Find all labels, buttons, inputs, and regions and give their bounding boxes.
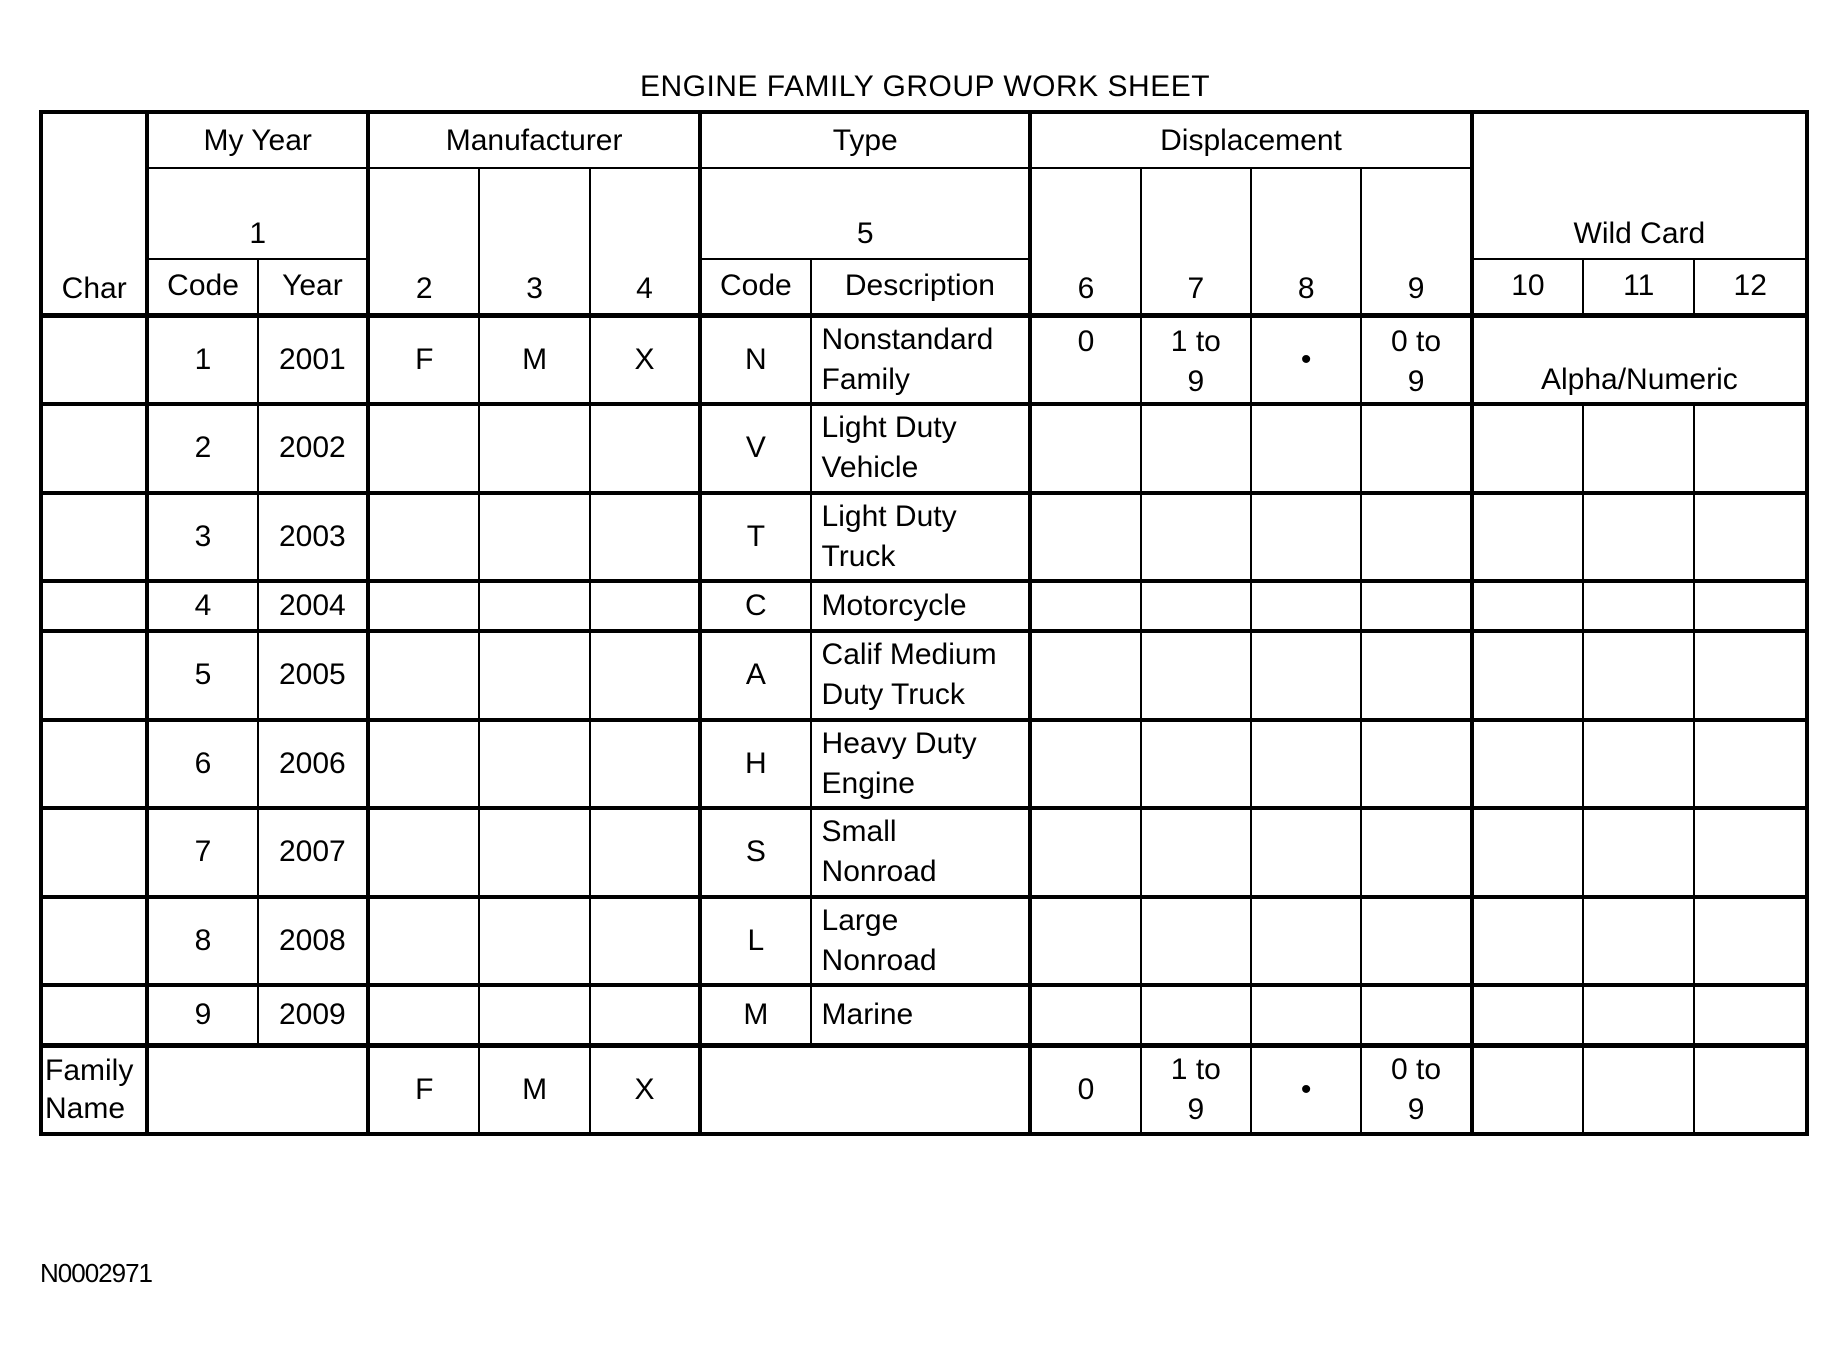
displacement-7-cell [1141,493,1251,581]
type-code-cell: A [700,631,810,719]
char-cell [41,720,147,808]
type-code-cell: H [700,720,810,808]
type-code-cell: C [700,581,810,631]
table-row [41,581,1807,631]
worksheet-title: ENGINE FAMILY GROUP WORK SHEET [639,70,1211,103]
manufacturer-2-cell [368,897,479,985]
description-cell [811,985,1031,1045]
group-header-row [41,112,1807,168]
position-5: 5 [700,168,1030,258]
wild-12-cell [1694,897,1807,985]
table-row [41,493,1807,581]
wild-10-cell [1472,985,1583,1045]
wild-11-cell [1583,720,1694,808]
manufacturer-4-cell [590,985,700,1045]
position-9: 9 [1361,168,1471,315]
family-wild-12-cell [1694,1045,1807,1134]
displacement-8-cell [1251,404,1361,492]
family-displacement-9-text: 0 to 9 [1391,1052,1442,1126]
wild-11-cell [1583,404,1694,492]
wild-10-cell [1472,631,1583,719]
wild-10-cell [1472,493,1583,581]
family-displacement-6-cell: 0 [1030,1045,1140,1134]
wild-12-cell [1694,493,1807,581]
wild-10-cell [1472,808,1583,896]
displacement-9-cell [1361,631,1471,719]
displacement-7-cell [1141,404,1251,492]
year-header: Year [258,259,368,315]
wild-11-cell [1583,985,1694,1045]
displacement-8-cell [1251,897,1361,985]
displacement-8-cell [1251,493,1361,581]
code-cell: 2 [147,404,257,492]
displacement-6-cell [1030,897,1140,985]
table-row [41,720,1807,808]
description-text: Light Duty Vehicle [821,411,957,485]
displacement-9-cell [1361,808,1471,896]
type-code-cell: V [700,404,810,492]
table-row [41,808,1807,896]
manufacturer-3-cell [479,808,589,896]
displacement-7-cell [1141,985,1251,1045]
table-row [41,985,1807,1045]
description-text: Calif Medium Duty Truck [821,638,997,712]
displacement-6-cell [1030,720,1140,808]
table-row [41,404,1807,492]
displacement-9-cell [1361,985,1471,1045]
displacement-8-cell [1251,985,1361,1045]
displacement-9-cell [1361,581,1471,631]
type-code-cell: M [700,985,810,1045]
manufacturer-2-cell [368,720,479,808]
displacement-8-cell [1251,808,1361,896]
wild-11-cell [1583,897,1694,985]
my-year-header: My Year [147,112,368,168]
family-displacement-7-text: 1 to 9 [1170,1052,1221,1126]
position-3: 3 [479,168,589,315]
manufacturer-3-cell [479,985,589,1045]
displacement-9-cell [1361,493,1471,581]
displacement-8-cell [1251,720,1361,808]
displacement-7-cell [1141,720,1251,808]
manufacturer-3-cell [479,631,589,719]
manufacturer-3-cell [479,897,589,985]
char-cell [41,493,147,581]
type-code-cell: L [700,897,810,985]
engine-family-table [39,110,1809,1136]
wild-12-cell [1694,631,1807,719]
manufacturer-2-cell [368,808,479,896]
displacement-header: Displacement [1030,112,1471,168]
family-name-row [41,1045,1807,1134]
family-manufacturer-4-cell: X [590,1045,700,1134]
displacement-7-text: 1 to 9 [1170,324,1221,398]
position-6: 6 [1030,168,1140,315]
family-name-label [41,1045,147,1134]
manufacturer-3-cell: M [479,315,589,404]
description-text: Small Nonroad [821,815,937,889]
description-cell [811,315,1031,404]
displacement-8-cell [1251,631,1361,719]
description-text: Large Nonroad [821,903,937,977]
char-header: Char [41,112,147,315]
wild-10-cell [1472,720,1583,808]
code-cell: 3 [147,493,257,581]
manufacturer-4-cell [590,581,700,631]
wild-11-cell [1583,808,1694,896]
displacement-9-cell [1361,404,1471,492]
table-row [41,315,1807,404]
manufacturer-4-cell [590,720,700,808]
displacement-6-cell [1030,404,1140,492]
displacement-6-cell [1030,985,1140,1045]
position-10: 10 [1472,259,1583,315]
year-cell: 2005 [258,631,368,719]
displacement-9-cell [1361,897,1471,985]
type-code-cell: S [700,808,810,896]
manufacturer-2-cell: F [368,315,479,404]
char-cell [41,315,147,404]
displacement-9-text: 0 to 9 [1391,324,1442,398]
displacement-6-cell [1030,581,1140,631]
family-displacement-7-cell [1141,1045,1251,1134]
char-cell [41,631,147,719]
manufacturer-4-cell [590,897,700,985]
wild-10-cell [1472,404,1583,492]
description-cell [811,581,1031,631]
description-text: Motorcycle [821,589,967,623]
displacement-6-cell [1030,631,1140,719]
displacement-6-cell [1030,493,1140,581]
manufacturer-2-cell [368,631,479,719]
year-cell: 2006 [258,720,368,808]
position-2: 2 [368,168,479,315]
displacement-7-cell [1141,808,1251,896]
wild-10-cell [1472,897,1583,985]
description-text: Light Duty Truck [821,499,957,573]
code-cell: 4 [147,581,257,631]
description-cell [811,631,1031,719]
char-cell [41,404,147,492]
code-cell: 9 [147,985,257,1045]
description-cell [811,897,1031,985]
manufacturer-2-cell [368,404,479,492]
manufacturer-3-cell [479,581,589,631]
displacement-9-cell [1361,315,1471,404]
document-code: N0002971 [40,1258,152,1288]
type-code-cell: N [700,315,810,404]
description-text: Nonstandard Family [821,322,994,396]
description-cell [811,808,1031,896]
wild-12-cell [1694,581,1807,631]
year-cell: 2008 [258,897,368,985]
position-1: 1 [147,168,368,258]
displacement-8-cell [1251,581,1361,631]
manufacturer-4-cell [590,808,700,896]
family-manufacturer-2-cell: F [368,1045,479,1134]
displacement-9-cell [1361,720,1471,808]
position-8: 8 [1251,168,1361,315]
wild-11-cell [1583,493,1694,581]
subheader-row [41,259,1807,315]
year-cell: 2003 [258,493,368,581]
position-4: 4 [590,168,700,315]
family-displacement-8-cell: • [1251,1045,1361,1134]
description-text: Heavy Duty Engine [821,726,977,800]
type-code-header: Code [700,259,810,315]
manufacturer-2-cell [368,493,479,581]
manufacturer-4-cell [590,631,700,719]
wild-card-header: Wild Card [1472,112,1807,259]
wild-card-cell: Alpha/Numeric [1472,315,1807,404]
manufacturer-header: Manufacturer [368,112,700,168]
manufacturer-4-cell [590,493,700,581]
description-text: Marine [821,998,914,1032]
family-name-text: Family Name [45,1053,134,1125]
description-cell [811,720,1031,808]
code-cell: 1 [147,315,257,404]
family-displacement-9-cell [1361,1045,1471,1134]
wild-12-cell [1694,404,1807,492]
family-year-cell [147,1045,368,1134]
description-cell [811,404,1031,492]
manufacturer-3-cell [479,493,589,581]
displacement-7-cell [1141,581,1251,631]
family-type-cell [700,1045,1030,1134]
code-cell: 7 [147,808,257,896]
manufacturer-4-cell [590,404,700,492]
displacement-7-cell [1141,631,1251,719]
year-cell: 2007 [258,808,368,896]
position-12: 12 [1694,259,1807,315]
year-cell: 2009 [258,985,368,1045]
char-cell [41,581,147,631]
description-cell [811,493,1031,581]
year-cell: 2004 [258,581,368,631]
displacement-7-cell [1141,897,1251,985]
wild-11-cell [1583,581,1694,631]
displacement-6-cell: 0 [1030,315,1140,404]
code-cell: 5 [147,631,257,719]
family-manufacturer-3-cell: M [479,1045,589,1134]
position-11: 11 [1583,259,1694,315]
manufacturer-4-cell: X [590,315,700,404]
wild-10-cell [1472,581,1583,631]
char-cell [41,897,147,985]
family-wild-11-cell [1583,1045,1694,1134]
char-cell [41,985,147,1045]
code-cell: 8 [147,897,257,985]
manufacturer-2-cell [368,581,479,631]
manufacturer-3-cell [479,404,589,492]
table-row [41,897,1807,985]
code-cell: 6 [147,720,257,808]
char-cell [41,808,147,896]
year-cell: 2001 [258,315,368,404]
wild-12-cell [1694,720,1807,808]
wild-12-cell [1694,985,1807,1045]
type-code-cell: T [700,493,810,581]
displacement-6-cell [1030,808,1140,896]
displacement-7-cell [1141,315,1251,404]
manufacturer-3-cell [479,720,589,808]
manufacturer-2-cell [368,985,479,1045]
displacement-8-cell: • [1251,315,1361,404]
family-wild-10-cell [1472,1045,1583,1134]
position-7: 7 [1141,168,1251,315]
wild-12-cell [1694,808,1807,896]
year-cell: 2002 [258,404,368,492]
type-header: Type [700,112,1030,168]
code-header: Code [147,259,257,315]
description-header: Description [811,259,1031,315]
wild-11-cell [1583,631,1694,719]
table-row [41,631,1807,719]
